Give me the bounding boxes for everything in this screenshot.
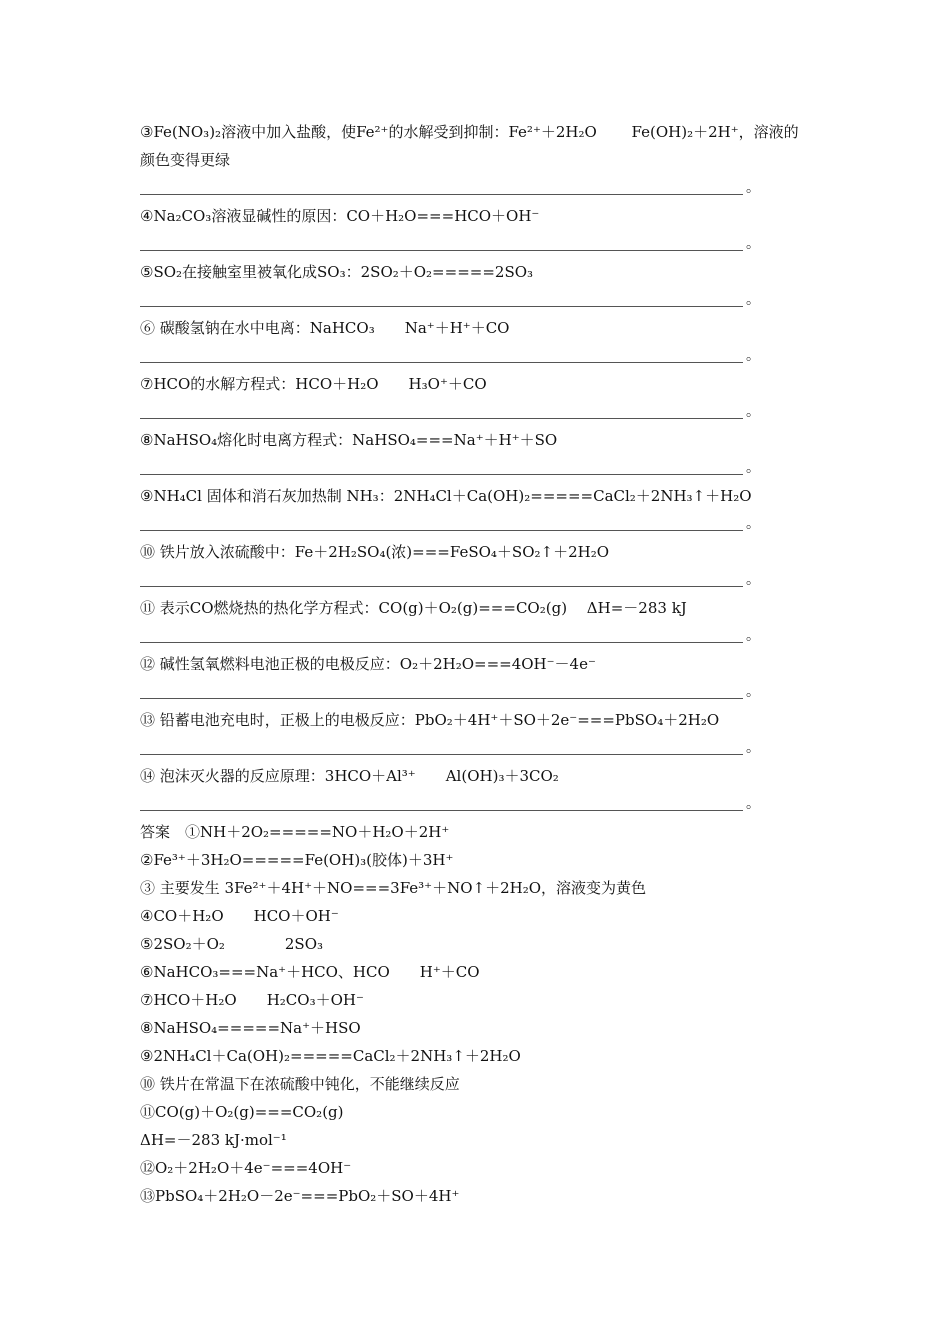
answer-line: 答案 ①NH＋2O₂=====NO＋H₂O＋2H⁺ [140,823,450,841]
answer-blank[interactable]: 。 [140,678,820,706]
question-11 [140,594,820,650]
answer-line: ⑤2SO₂＋O₂ 2SO₃ [140,935,324,953]
answer-section [140,818,820,1210]
answer-line: ⑦HCO＋H₂O H₂CO₃＋OH⁻ [140,991,364,1009]
question-text-continued: 颜色变得更绿 [140,151,231,169]
answer-line: ⑧NaHSO₄=====Na⁺＋HSO [140,1019,361,1037]
question-text: ⑬ 铅蓄电池充电时，正极上的电极反应：PbO₂＋4H⁺＋SO＋2e⁻===PbSO₄＋2H₂O [140,711,720,729]
answer-line: ΔH=－283 kJ·mol⁻¹ [140,1131,287,1149]
answer-line: ②Fe³⁺＋3H₂O=====Fe(OH)₃(胶体)＋3H⁺ [140,851,454,869]
answer-line: ⑬PbSO₄＋2H₂O－2e⁻===PbO₂＋SO＋4H⁺ [140,1187,460,1205]
question-text: ⑭ 泡沫灭火器的反应原理：3HCO＋Al³⁺ Al(OH)₃＋3CO₂ [140,767,559,785]
answer-blank[interactable]: 。 [140,286,820,314]
answer-line: ④CO＋H₂O HCO＋OH⁻ [140,907,339,925]
answer-blank[interactable]: 。 [140,734,820,762]
question-text: ⑨NH₄Cl 固体和消石灰加热制 NH₃：2NH₄Cl＋Ca(OH)₂=====CaCl₂＋2NH₃↑＋H₂O [140,487,752,505]
question-6 [140,314,820,370]
answer-blank[interactable]: 。 [140,510,820,538]
answer-blank[interactable]: 。 [140,454,820,482]
question-text: ⑫ 碱性氢氧燃料电池正极的电极反应：O₂＋2H₂O===4OH⁻－4e⁻ [140,655,596,673]
question-text: ⑦HCO的水解方程式：HCO＋H₂O H₃O⁺＋CO [140,375,487,393]
question-text: ⑩ 铁片放入浓硫酸中：Fe＋2H₂SO₄(浓)===FeSO₄＋SO₂↑＋2H₂O [140,543,610,561]
answer-line: ③ 主要发生 3Fe²⁺＋4H⁺＋NO===3Fe³⁺＋NO↑＋2H₂O，溶液变为黄色 [140,879,647,897]
answer-blank[interactable]: 。 [140,622,820,650]
question-10 [140,538,820,594]
question-text: ④Na₂CO₃溶液显碱性的原因：CO＋H₂O===HCO＋OH⁻ [140,207,540,225]
question-text: ⑧NaHSO₄熔化时电离方程式：NaHSO₄===Na⁺＋H⁺＋SO [140,431,558,449]
answer-blank[interactable]: 。 [140,174,820,202]
question-3 [140,118,820,202]
question-12 [140,650,820,706]
answer-line: ⑨2NH₄Cl＋Ca(OH)₂=====CaCl₂＋2NH₃↑＋2H₂O [140,1047,521,1065]
question-8 [140,426,820,482]
question-text: ⑪ 表示CO燃烧热的热化学方程式：CO(g)＋O₂(g)===CO₂(g) ΔH=－283 kJ [140,599,687,617]
question-text: ⑤SO₂在接触室里被氧化成SO₃：2SO₂＋O₂=====2SO₃ [140,263,534,281]
question-14 [140,762,820,818]
worksheet-page [140,118,820,1210]
question-13 [140,706,820,762]
answer-line: ⑫O₂＋2H₂O＋4e⁻===4OH⁻ [140,1159,352,1177]
answer-blank[interactable]: 。 [140,566,820,594]
answer-blank[interactable]: 。 [140,342,820,370]
question-9 [140,482,820,538]
answer-line: ⑪CO(g)＋O₂(g)===CO₂(g) [140,1103,344,1121]
answer-blank[interactable]: 。 [140,790,820,818]
question-4 [140,202,820,258]
answer-line: ⑩ 铁片在常温下在浓硫酸中钝化，不能继续反应 [140,1075,460,1093]
question-7 [140,370,820,426]
question-text: ③Fe(NO₃)₂溶液中加入盐酸，使Fe²⁺的水解受到抑制：Fe²⁺＋2H₂O Fe(OH)₂＋2H⁺，溶液的 [140,123,799,141]
answer-blank[interactable]: 。 [140,230,820,258]
answer-line: ⑥NaHCO₃===Na⁺＋HCO、HCO H⁺＋CO [140,963,480,981]
question-text: ⑥ 碳酸氢钠在水中电离：NaHCO₃ Na⁺＋H⁺＋CO [140,319,510,337]
answer-blank[interactable]: 。 [140,398,820,426]
question-5 [140,258,820,314]
